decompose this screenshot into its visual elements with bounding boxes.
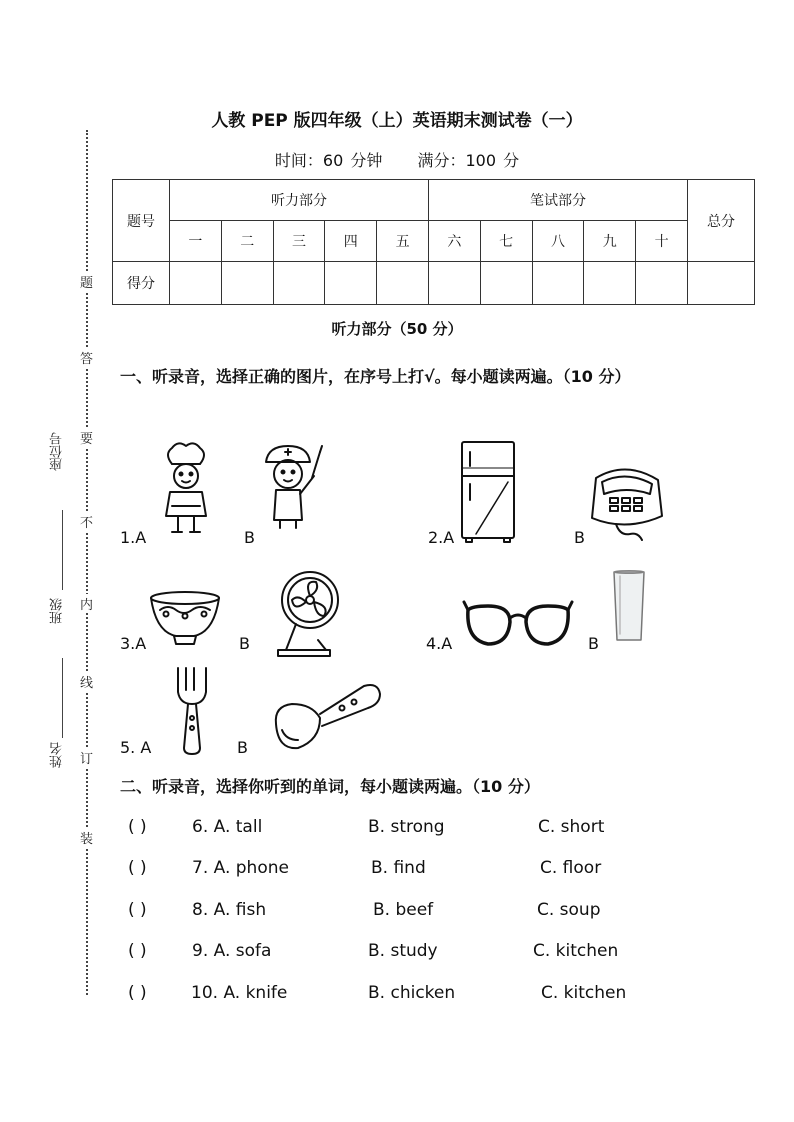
answer-blank[interactable]: ( ) [128,900,147,920]
score-table [112,179,755,305]
table-col-8: 八 [532,221,584,262]
nurse-icon [258,440,328,530]
name-label: 姓名 [50,742,65,768]
option-c: C. kitchen [541,983,627,1003]
score-cell[interactable] [377,262,429,305]
fan-icon [268,566,344,658]
exam-subtitle [0,148,794,171]
fork-icon [172,664,212,756]
seal-char-yao: 要 [80,428,93,447]
table-col-6: 六 [428,221,480,262]
seal-char-ding: 订 [80,748,93,767]
spoon-icon [268,680,388,754]
phone-icon [586,460,668,544]
seal-char-xian: 线 [80,672,93,691]
table-listening-header: 听力部分 [170,180,429,221]
q1-label-1a[interactable]: 1.A [120,528,147,547]
bowl-icon [146,588,224,648]
listening-section-title: 听力部分（50 分） [331,320,463,338]
answer-blank[interactable]: ( ) [128,983,147,1003]
class-label: 班级 [50,598,65,624]
seat-number-field[interactable] [62,510,63,590]
q2-item-7 [128,858,728,882]
score-cell[interactable] [221,262,273,305]
option-a: 6. A. tall [192,817,263,837]
answer-blank[interactable]: ( ) [128,817,147,837]
q2-item-10 [128,983,728,1007]
score-cell[interactable] [636,262,688,305]
glass-icon [610,570,648,644]
q2-item-6 [128,817,728,841]
option-b: B. study [368,941,438,961]
q1-label-3a[interactable]: 3.A [120,634,147,653]
table-col-2: 二 [221,221,273,262]
answer-blank[interactable]: ( ) [128,941,147,961]
table-total-header: 总分 [688,180,755,262]
seal-char-bu: 不 [80,512,93,531]
option-c: C. soup [537,900,601,920]
q1-label-4a[interactable]: 4.A [426,634,453,653]
table-label-score: 得分 [113,262,170,305]
option-b: B. strong [368,817,445,837]
score-cell[interactable] [532,262,584,305]
q2-item-9 [128,941,728,965]
seal-char-da: 答 [80,348,93,367]
seal-char-ti: 题 [80,272,93,291]
table-col-5: 五 [377,221,429,262]
q1-label-2a[interactable]: 2.A [428,528,455,547]
score-cell[interactable] [170,262,222,305]
option-b: B. beef [373,900,434,920]
class-field[interactable] [62,658,63,738]
table-col-7: 七 [480,221,532,262]
table-col-4: 四 [325,221,377,262]
q2-item-8 [128,900,728,924]
option-c: C. short [538,817,605,837]
glasses-icon [462,596,574,652]
q1-instruction: 一、听录音，选择正确的图片，在序号上打√。每小题读两遍。（10 分） [120,367,631,386]
q1-label-2b[interactable]: B [574,528,585,547]
score-cell[interactable] [273,262,325,305]
q1-label-4b[interactable]: B [588,634,599,653]
score-cell[interactable] [325,262,377,305]
answer-blank[interactable]: ( ) [128,858,147,878]
q2-instruction: 二、听录音，选择你听到的单词，每小题读两遍。（10 分） [120,777,540,796]
option-a: 10. A. knife [191,983,288,1003]
option-b: B. find [371,858,426,878]
table-col-1: 一 [170,221,222,262]
seal-char-zhuang: 装 [80,828,93,847]
table-col-3: 三 [273,221,325,262]
q1-label-5a[interactable]: 5. A [120,738,152,757]
q1-label-3b[interactable]: B [239,634,250,653]
table-col-10: 十 [636,221,688,262]
seat-number-label: 座位号 [50,432,65,471]
option-b: B. chicken [368,983,456,1003]
q1-label-5b[interactable]: B [237,738,248,757]
table-label-number: 题号 [113,180,170,262]
seal-char-nei: 内 [80,594,93,613]
option-a: 8. A. fish [192,900,267,920]
table-writing-header: 笔试部分 [428,180,687,221]
option-c: C. kitchen [533,941,619,961]
option-a: 9. A. sofa [192,941,272,961]
score-cell[interactable] [584,262,636,305]
score-cell[interactable] [480,262,532,305]
binding-dotted-line [86,130,88,995]
fridge-icon [458,438,518,544]
time-limit: 时间：60 分钟 [274,151,383,170]
score-cell-total[interactable] [688,262,755,305]
exam-title: 人教 PEP 版四年级（上）英语期末测试卷（一） [211,111,583,131]
full-score: 满分：100 分 [417,151,520,170]
option-c: C. floor [540,858,602,878]
q1-label-1b[interactable]: B [244,528,255,547]
chef-icon [158,440,214,538]
score-cell[interactable] [428,262,480,305]
table-col-9: 九 [584,221,636,262]
option-a: 7. A. phone [192,858,289,878]
